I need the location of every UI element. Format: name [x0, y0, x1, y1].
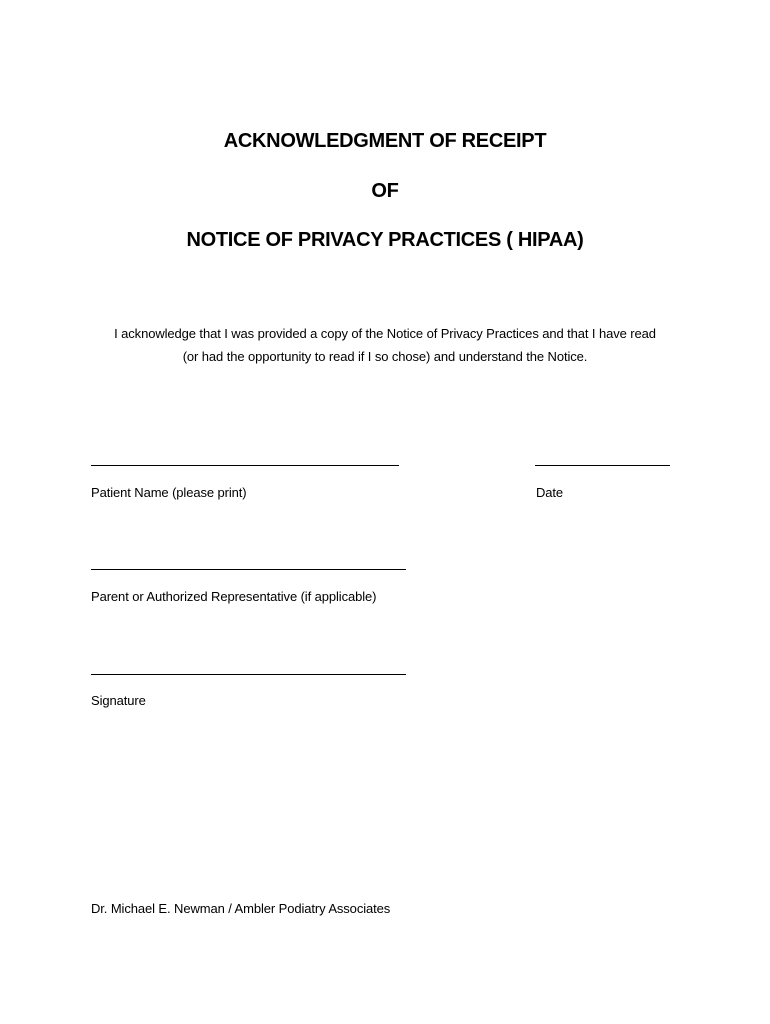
- signature-label: Signature: [91, 693, 146, 708]
- signature-field[interactable]: [91, 674, 406, 675]
- acknowledgment-statement-line-2: (or had the opportunity to read if I so chose) and understand the Notice.: [182, 349, 588, 364]
- document-title-line-1: ACKNOWLEDGMENT OF RECEIPT: [223, 130, 547, 152]
- acknowledgment-statement-line-1: I acknowledge that I was provided a copy of the Notice of Privacy Practices and that I have read: [114, 326, 656, 341]
- document-title-line-2: OF: [371, 180, 399, 202]
- patient-name-label: Patient Name (please print): [91, 485, 247, 500]
- representative-field[interactable]: [91, 569, 406, 570]
- document-title-line-3: NOTICE OF PRIVACY PRACTICES ( HIPAA): [186, 229, 584, 251]
- patient-name-field[interactable]: [91, 465, 399, 466]
- date-label: Date: [536, 485, 564, 500]
- practice-footer: Dr. Michael E. Newman / Ambler Podiatry Associates: [91, 901, 391, 916]
- date-field[interactable]: [535, 465, 670, 466]
- representative-label: Parent or Authorized Representative (if applicable): [91, 589, 377, 604]
